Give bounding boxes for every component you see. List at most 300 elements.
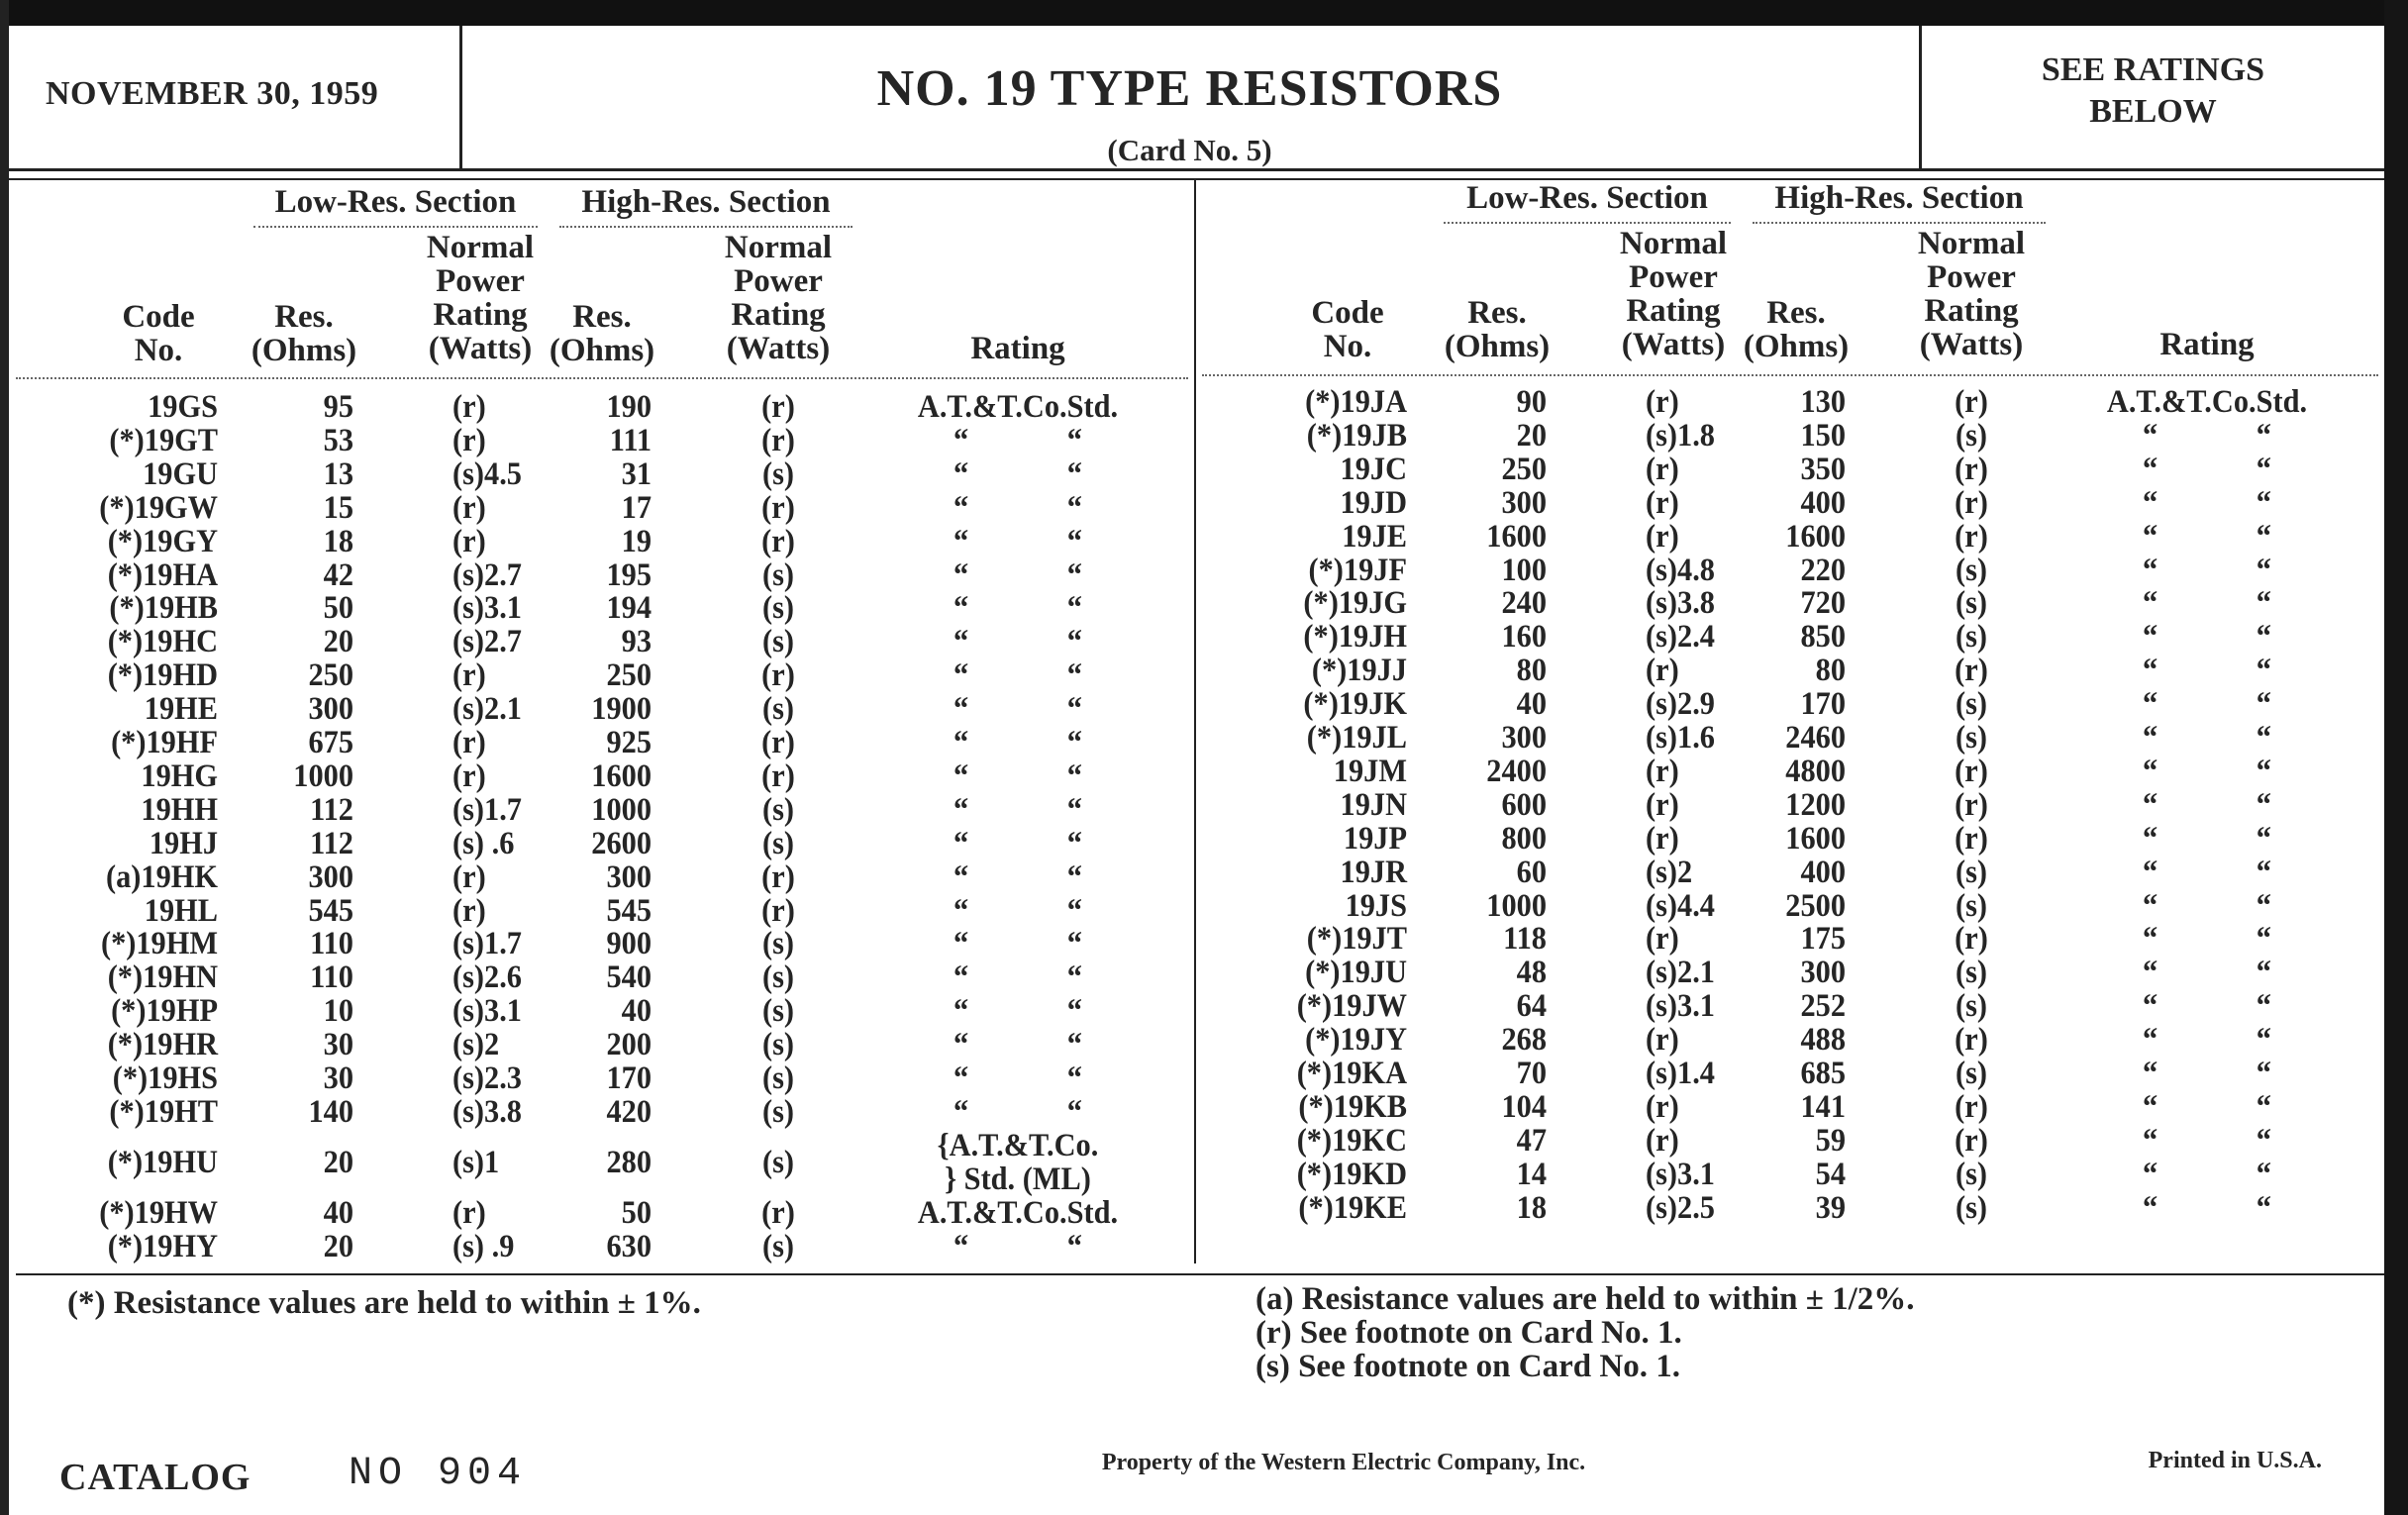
high-res-cell: 720: [1800, 585, 1846, 622]
code-cell: (*)19HR: [107, 1027, 218, 1063]
table-center-divider: [1194, 178, 1196, 1263]
low-power-cell: (r): [1646, 1022, 1679, 1059]
rating-cell: A.T.&T.Co.Std.: [917, 1195, 1119, 1231]
footnote-r: (r) See footnote on Card No. 1.: [1255, 1315, 1682, 1351]
high-res-cell: 1600: [1785, 820, 1846, 857]
low-res-cell: 64: [1516, 988, 1547, 1025]
high-power-cell: (r): [761, 489, 795, 526]
high-res-cell: 150: [1800, 417, 1846, 454]
high-res-cell: 1900: [591, 691, 652, 728]
low-power-cell: (s)1: [452, 1145, 500, 1180]
low-power-cell: (r): [452, 523, 486, 559]
right-high-power-header: Power: [1927, 259, 2016, 295]
left-high-res-header: (Ohms): [549, 333, 655, 368]
high-res-cell: 850: [1800, 619, 1846, 656]
code-cell: (*)19KE: [1298, 1189, 1407, 1226]
low-power-cell: (r): [1646, 786, 1679, 823]
low-power-cell: (r): [1646, 753, 1679, 789]
high-power-cell: (r): [1955, 1088, 1988, 1125]
right-rating-header: Rating: [2159, 327, 2255, 362]
left-low-power-header: (Watts): [428, 331, 533, 366]
code-cell: 19HJ: [149, 825, 218, 861]
left-low-power-header: Rating: [433, 297, 528, 333]
low-res-cell: 13: [323, 455, 353, 492]
low-res-cell: 20: [1516, 417, 1547, 454]
low-res-cell: 18: [323, 523, 353, 559]
low-res-cell: 47: [1516, 1122, 1547, 1159]
high-power-cell: (s): [1955, 552, 1988, 588]
code-cell: (*)19JY: [1305, 1022, 1407, 1059]
high-res-cell: 17: [621, 489, 652, 526]
footnote-s: (s) See footnote on Card No. 1.: [1255, 1349, 1680, 1384]
high-power-cell: (r): [1955, 820, 1988, 857]
high-power-cell: (s): [761, 1145, 795, 1180]
low-power-cell: (r): [1646, 820, 1679, 857]
low-power-cell: (s)4.5: [452, 455, 522, 492]
right-low-res-header: Res.: [1467, 295, 1527, 331]
low-power-cell: (s)2: [1646, 854, 1693, 890]
code-cell: (*)19HU: [107, 1145, 218, 1180]
low-res-cell: 48: [1516, 955, 1547, 991]
high-power-cell: (r): [1955, 1022, 1988, 1059]
code-cell: (*)19JJ: [1311, 653, 1407, 689]
left-rating-header: Rating: [970, 331, 1065, 366]
low-power-cell: (s) .9: [452, 1229, 515, 1264]
high-power-cell: (r): [1955, 484, 1988, 521]
rating-cell: A.T.&T.Co.Std.: [2106, 384, 2308, 420]
high-res-cell: 111: [609, 422, 652, 458]
low-res-cell: 1600: [1486, 518, 1547, 555]
high-power-cell: (r): [1955, 1122, 1988, 1159]
rating-cell: “ “: [953, 657, 1082, 694]
high-power-cell: (s): [1955, 887, 1988, 924]
rating-cell: “ “: [953, 791, 1082, 828]
high-power-cell: (s): [1955, 720, 1988, 756]
low-power-cell: (r): [1646, 921, 1679, 958]
high-res-cell: 39: [1815, 1189, 1846, 1226]
high-power-cell: (r): [1955, 753, 1988, 789]
low-power-cell: (s)3.1: [1646, 1156, 1715, 1192]
high-power-cell: (r): [1955, 384, 1988, 420]
code-cell: (*)19JW: [1296, 988, 1407, 1025]
header-bottom-rule: [9, 168, 2384, 171]
high-power-cell: (s): [761, 825, 795, 861]
code-cell: 19HG: [141, 758, 218, 794]
code-cell: 19HE: [144, 691, 218, 728]
header-rule-left: [16, 377, 1188, 379]
low-power-cell: (s)1.4: [1646, 1056, 1715, 1091]
rating-cell: “ “: [2143, 1056, 2271, 1091]
code-cell: (*)19KB: [1298, 1088, 1407, 1125]
low-res-cell: 675: [308, 725, 353, 760]
rating-cell: “ “: [2143, 417, 2271, 454]
low-res-cell: 112: [310, 825, 353, 861]
rating-cell: “ “: [2143, 1156, 2271, 1192]
high-power-cell: (s): [761, 1060, 795, 1096]
high-power-cell: (r): [1955, 518, 1988, 555]
high-power-cell: (s): [1955, 585, 1988, 622]
catalog-number: NO 904: [349, 1452, 528, 1496]
code-cell: 19JN: [1340, 786, 1407, 823]
rating-cell: “ “: [2143, 887, 2271, 924]
low-res-cell: 40: [323, 1195, 353, 1231]
high-power-cell: (r): [761, 422, 795, 458]
code-cell: 19JE: [1342, 518, 1407, 555]
high-res-cell: 925: [606, 725, 652, 760]
left-low-res-header: (Ohms): [251, 333, 357, 368]
rating-cell: “ “: [953, 523, 1082, 559]
high-res-cell: 488: [1800, 1022, 1846, 1059]
low-power-cell: (r): [452, 1195, 486, 1231]
low-res-cell: 1000: [1486, 887, 1547, 924]
high-res-cell: 50: [621, 1195, 652, 1231]
right-low-res-header: (Ohms): [1444, 329, 1551, 364]
card-title: NO. 19 TYPE RESISTORS: [876, 60, 1503, 117]
low-power-cell: (s)2.9: [1646, 686, 1715, 723]
code-cell: (*)19HC: [107, 624, 218, 660]
high-power-cell: (r): [761, 523, 795, 559]
high-power-cell: (s): [761, 1229, 795, 1264]
rating-cell: “ “: [2143, 988, 2271, 1025]
rating-cell: “ “: [953, 858, 1082, 895]
low-res-cell: 10: [323, 993, 353, 1030]
rating-cell: “ “: [953, 556, 1082, 593]
low-power-cell: (r): [1646, 451, 1679, 487]
rating-cell: “ “: [2143, 451, 2271, 487]
rating-cell: “ “: [953, 455, 1082, 492]
left-high-power-header: Normal: [724, 230, 833, 265]
left-low-res-header: Res.: [274, 299, 334, 335]
rating-cell: “ “: [2143, 1122, 2271, 1159]
high-res-cell: 900: [606, 926, 652, 962]
rating-cell: “ “: [2143, 1189, 2271, 1226]
low-power-cell: (r): [1646, 384, 1679, 420]
low-power-cell: (s)1.7: [452, 926, 522, 962]
low-res-cell: 30: [323, 1060, 353, 1096]
see-ratings-line1: SEE RATINGS: [2041, 51, 2265, 88]
high-res-cell: 400: [1800, 854, 1846, 890]
high-power-cell: (s): [1955, 955, 1988, 991]
high-power-cell: (s): [1955, 1189, 1988, 1226]
high-power-cell: (s): [1955, 619, 1988, 656]
high-res-cell: 545: [606, 892, 652, 929]
right-high-section-heading: High-Res. Section: [1774, 180, 2024, 216]
high-res-cell: 4800: [1785, 753, 1846, 789]
low-power-cell: (r): [452, 489, 486, 526]
high-res-cell: 175: [1800, 921, 1846, 958]
left-low-section-heading: Low-Res. Section: [274, 184, 517, 220]
rating-cell: “ “: [953, 624, 1082, 660]
high-res-cell: 170: [1800, 686, 1846, 723]
high-res-cell: 220: [1800, 552, 1846, 588]
catalog-label: CATALOG: [59, 1457, 251, 1498]
low-power-cell: (r): [1646, 653, 1679, 689]
rating-cell: “ “: [2143, 753, 2271, 789]
rating-cell: A.T.&T.Co.Std.: [917, 389, 1119, 425]
high-res-cell: 194: [606, 590, 652, 627]
right-low-power-header: Power: [1629, 259, 1718, 295]
low-power-cell: (s)3.1: [452, 993, 522, 1030]
low-res-cell: 600: [1501, 786, 1547, 823]
high-power-cell: (s): [1955, 1056, 1988, 1091]
low-res-cell: 40: [1516, 686, 1547, 723]
code-cell: 19JR: [1340, 854, 1407, 890]
low-power-cell: (s)3.8: [452, 1093, 522, 1130]
code-cell: (*)19JB: [1306, 417, 1407, 454]
code-cell: (*)19HS: [112, 1060, 218, 1096]
left-low-power-header: Power: [436, 263, 525, 299]
low-power-cell: (r): [452, 725, 486, 760]
low-res-cell: 104: [1501, 1088, 1547, 1125]
high-res-cell: 54: [1815, 1156, 1846, 1192]
high-res-cell: 400: [1800, 484, 1846, 521]
high-power-cell: (s): [1955, 686, 1988, 723]
left-low-section-rule: [253, 226, 538, 228]
high-power-cell: (s): [761, 960, 795, 996]
low-power-cell: (s)2.6: [452, 960, 522, 996]
low-res-cell: 300: [1501, 484, 1547, 521]
code-cell: (*)19HY: [107, 1229, 218, 1264]
high-power-cell: (r): [1955, 921, 1988, 958]
high-res-cell: 2460: [1785, 720, 1846, 756]
code-cell: (*)19JA: [1305, 384, 1407, 420]
rating-cell: “ “: [2143, 921, 2271, 958]
rating-cell: “ “: [2143, 820, 2271, 857]
low-power-cell: (s)2.4: [1646, 619, 1715, 656]
rating-cell: “ “: [2143, 552, 2271, 588]
low-res-cell: 100: [1501, 552, 1547, 588]
rating-cell: “ “: [2143, 1022, 2271, 1059]
rating-cell: “ “: [953, 1229, 1082, 1264]
high-res-cell: 200: [606, 1027, 652, 1063]
code-cell: 19GS: [148, 389, 218, 425]
high-power-cell: (r): [761, 389, 795, 425]
code-cell: (*)19GY: [107, 523, 218, 559]
code-cell: (*)19JK: [1303, 686, 1407, 723]
high-power-cell: (r): [1955, 786, 1988, 823]
high-res-cell: 1600: [591, 758, 652, 794]
low-res-cell: 42: [323, 556, 353, 593]
low-power-cell: (s)3.1: [452, 590, 522, 627]
low-res-cell: 53: [323, 422, 353, 458]
rating-cell: “ “: [953, 926, 1082, 962]
code-cell: (*)19GT: [109, 422, 218, 458]
code-cell: (*)19HT: [109, 1093, 218, 1130]
low-power-cell: (s)2.3: [452, 1060, 522, 1096]
scan-border-left: [0, 0, 9, 1515]
high-res-cell: 350: [1800, 451, 1846, 487]
code-cell: (*)19HB: [109, 590, 218, 627]
low-power-cell: (s)3.1: [1646, 988, 1715, 1025]
code-cell: 19HH: [141, 791, 218, 828]
left-code-header: No.: [134, 333, 183, 368]
low-power-cell: (s)2.7: [452, 556, 522, 593]
high-power-cell: (s): [761, 624, 795, 660]
right-high-section-rule: [1753, 222, 2046, 224]
left-code-header: Code: [122, 299, 195, 335]
right-low-section-heading: Low-Res. Section: [1466, 180, 1708, 216]
low-power-cell: (r): [452, 422, 486, 458]
code-cell: 19HL: [144, 892, 218, 929]
rating-cell: “ “: [2143, 1088, 2271, 1125]
high-res-cell: 141: [1800, 1088, 1846, 1125]
rating-cell: “ “: [953, 489, 1082, 526]
low-res-cell: 95: [323, 389, 353, 425]
high-res-cell: 252: [1800, 988, 1846, 1025]
right-code-header: No.: [1323, 329, 1372, 364]
high-res-cell: 685: [1800, 1056, 1846, 1091]
high-power-cell: (s): [1955, 417, 1988, 454]
high-power-cell: (s): [761, 926, 795, 962]
low-res-cell: 300: [1501, 720, 1547, 756]
low-power-cell: (s) .6: [452, 825, 515, 861]
high-power-cell: (r): [761, 725, 795, 760]
low-power-cell: (s)3.8: [1646, 585, 1715, 622]
printed-in: Printed in U.S.A.: [2148, 1448, 2322, 1473]
high-res-cell: 195: [606, 556, 652, 593]
low-res-cell: 110: [310, 926, 353, 962]
right-code-header: Code: [1311, 295, 1384, 331]
right-high-power-header: Rating: [1924, 293, 2019, 329]
code-cell: 19JS: [1345, 887, 1407, 924]
low-power-cell: (r): [452, 858, 486, 895]
rating-cell: “ “: [953, 960, 1082, 996]
high-res-cell: 250: [606, 657, 652, 694]
code-cell: (*)19JH: [1303, 619, 1407, 656]
high-res-cell: 80: [1815, 653, 1846, 689]
low-res-cell: 14: [1516, 1156, 1547, 1192]
low-res-cell: 118: [1503, 921, 1547, 958]
rating-cell: “ “: [2143, 518, 2271, 555]
high-res-cell: 2500: [1785, 887, 1846, 924]
high-power-cell: (r): [761, 758, 795, 794]
low-res-cell: 20: [323, 1229, 353, 1264]
low-res-cell: 240: [1501, 585, 1547, 622]
right-high-res-header: Res.: [1766, 295, 1826, 331]
code-cell: (*)19HA: [107, 556, 218, 593]
code-cell: 19JD: [1340, 484, 1407, 521]
low-res-cell: 30: [323, 1027, 353, 1063]
code-cell: (*)19GW: [99, 489, 218, 526]
low-res-cell: 15: [323, 489, 353, 526]
rating-cell-line2: } Std. (ML): [945, 1162, 1091, 1197]
scan-border-top: [0, 0, 2408, 26]
low-res-cell: 2400: [1486, 753, 1547, 789]
left-high-section-heading: High-Res. Section: [581, 184, 831, 220]
property-notice: Property of the Western Electric Company, Inc.: [1101, 1450, 1586, 1475]
high-power-cell: (r): [761, 1195, 795, 1231]
high-power-cell: (s): [761, 590, 795, 627]
low-power-cell: (s)2.7: [452, 624, 522, 660]
code-cell: (*)19JU: [1305, 955, 1407, 991]
high-res-cell: 1600: [1785, 518, 1846, 555]
high-res-cell: 190: [606, 389, 652, 425]
rating-cell: “ “: [2143, 786, 2271, 823]
rating-cell: “ “: [2143, 955, 2271, 991]
low-power-cell: (r): [1646, 1122, 1679, 1159]
header-rule-right: [1202, 374, 2378, 376]
left-low-power-header: Normal: [426, 230, 535, 265]
low-res-cell: 110: [310, 960, 353, 996]
low-power-cell: (r): [1646, 1088, 1679, 1125]
high-power-cell: (r): [761, 657, 795, 694]
card-subtitle: (Card No. 5): [1107, 133, 1272, 167]
rating-cell: “ “: [953, 993, 1082, 1030]
low-res-cell: 18: [1516, 1189, 1547, 1226]
low-power-cell: (s)4.8: [1646, 552, 1715, 588]
rating-cell: “ “: [953, 825, 1082, 861]
high-res-cell: 300: [1800, 955, 1846, 991]
low-power-cell: (r): [452, 758, 486, 794]
rating-cell: “ “: [2143, 585, 2271, 622]
high-power-cell: (r): [1955, 653, 1988, 689]
right-low-power-header: Rating: [1626, 293, 1721, 329]
rating-cell: “ “: [953, 1027, 1082, 1063]
rating-cell: “ “: [953, 590, 1082, 627]
high-power-cell: (s): [761, 455, 795, 492]
right-low-power-header: (Watts): [1621, 327, 1726, 362]
left-high-res-header: Res.: [572, 299, 632, 335]
code-cell: (*)19JF: [1308, 552, 1407, 588]
rating-cell: “ “: [953, 892, 1082, 929]
high-res-cell: 40: [621, 993, 652, 1030]
high-power-cell: (s): [761, 556, 795, 593]
high-res-cell: 420: [606, 1093, 652, 1130]
rating-cell: “ “: [953, 758, 1082, 794]
rating-cell: “ “: [953, 1093, 1082, 1130]
code-cell: (*)19KD: [1296, 1156, 1407, 1192]
code-cell: (*)19HF: [111, 725, 218, 760]
high-res-cell: 59: [1815, 1122, 1846, 1159]
rating-cell: “ “: [2143, 720, 2271, 756]
right-high-power-header: Normal: [1917, 226, 2026, 261]
code-cell: (*)19KC: [1296, 1122, 1407, 1159]
left-high-section-rule: [559, 226, 853, 228]
rating-cell: “ “: [2143, 854, 2271, 890]
high-power-cell: (s): [761, 691, 795, 728]
code-cell: 19GU: [143, 455, 218, 492]
low-res-cell: 70: [1516, 1056, 1547, 1091]
rating-cell: “ “: [953, 422, 1082, 458]
high-res-cell: 300: [606, 858, 652, 895]
low-res-cell: 60: [1516, 854, 1547, 890]
low-res-cell: 250: [308, 657, 353, 694]
code-cell: (a)19HK: [105, 858, 218, 895]
low-power-cell: (s)2.1: [452, 691, 522, 728]
high-res-cell: 2600: [591, 825, 652, 861]
high-power-cell: (s): [761, 791, 795, 828]
low-power-cell: (s)1.6: [1646, 720, 1715, 756]
low-power-cell: (s)2.1: [1646, 955, 1715, 991]
left-high-power-header: Power: [734, 263, 823, 299]
high-power-cell: (s): [1955, 854, 1988, 890]
code-cell: (*)19HW: [99, 1195, 218, 1231]
low-power-cell: (s)2: [452, 1027, 500, 1063]
high-res-cell: 31: [621, 455, 652, 492]
high-power-cell: (s): [761, 1093, 795, 1130]
low-power-cell: (r): [452, 657, 486, 694]
left-high-power-header: Rating: [731, 297, 826, 333]
footnote-star: (*) Resistance values are held to within ± 1%.: [67, 1285, 701, 1321]
rating-cell: “ “: [953, 691, 1082, 728]
code-cell: 19JP: [1343, 820, 1407, 857]
low-res-cell: 300: [308, 858, 353, 895]
high-power-cell: (s): [1955, 1156, 1988, 1192]
left-high-power-header: (Watts): [726, 331, 831, 366]
code-cell: 19JM: [1333, 753, 1407, 789]
rating-cell: “ “: [2143, 484, 2271, 521]
high-power-cell: (r): [761, 858, 795, 895]
